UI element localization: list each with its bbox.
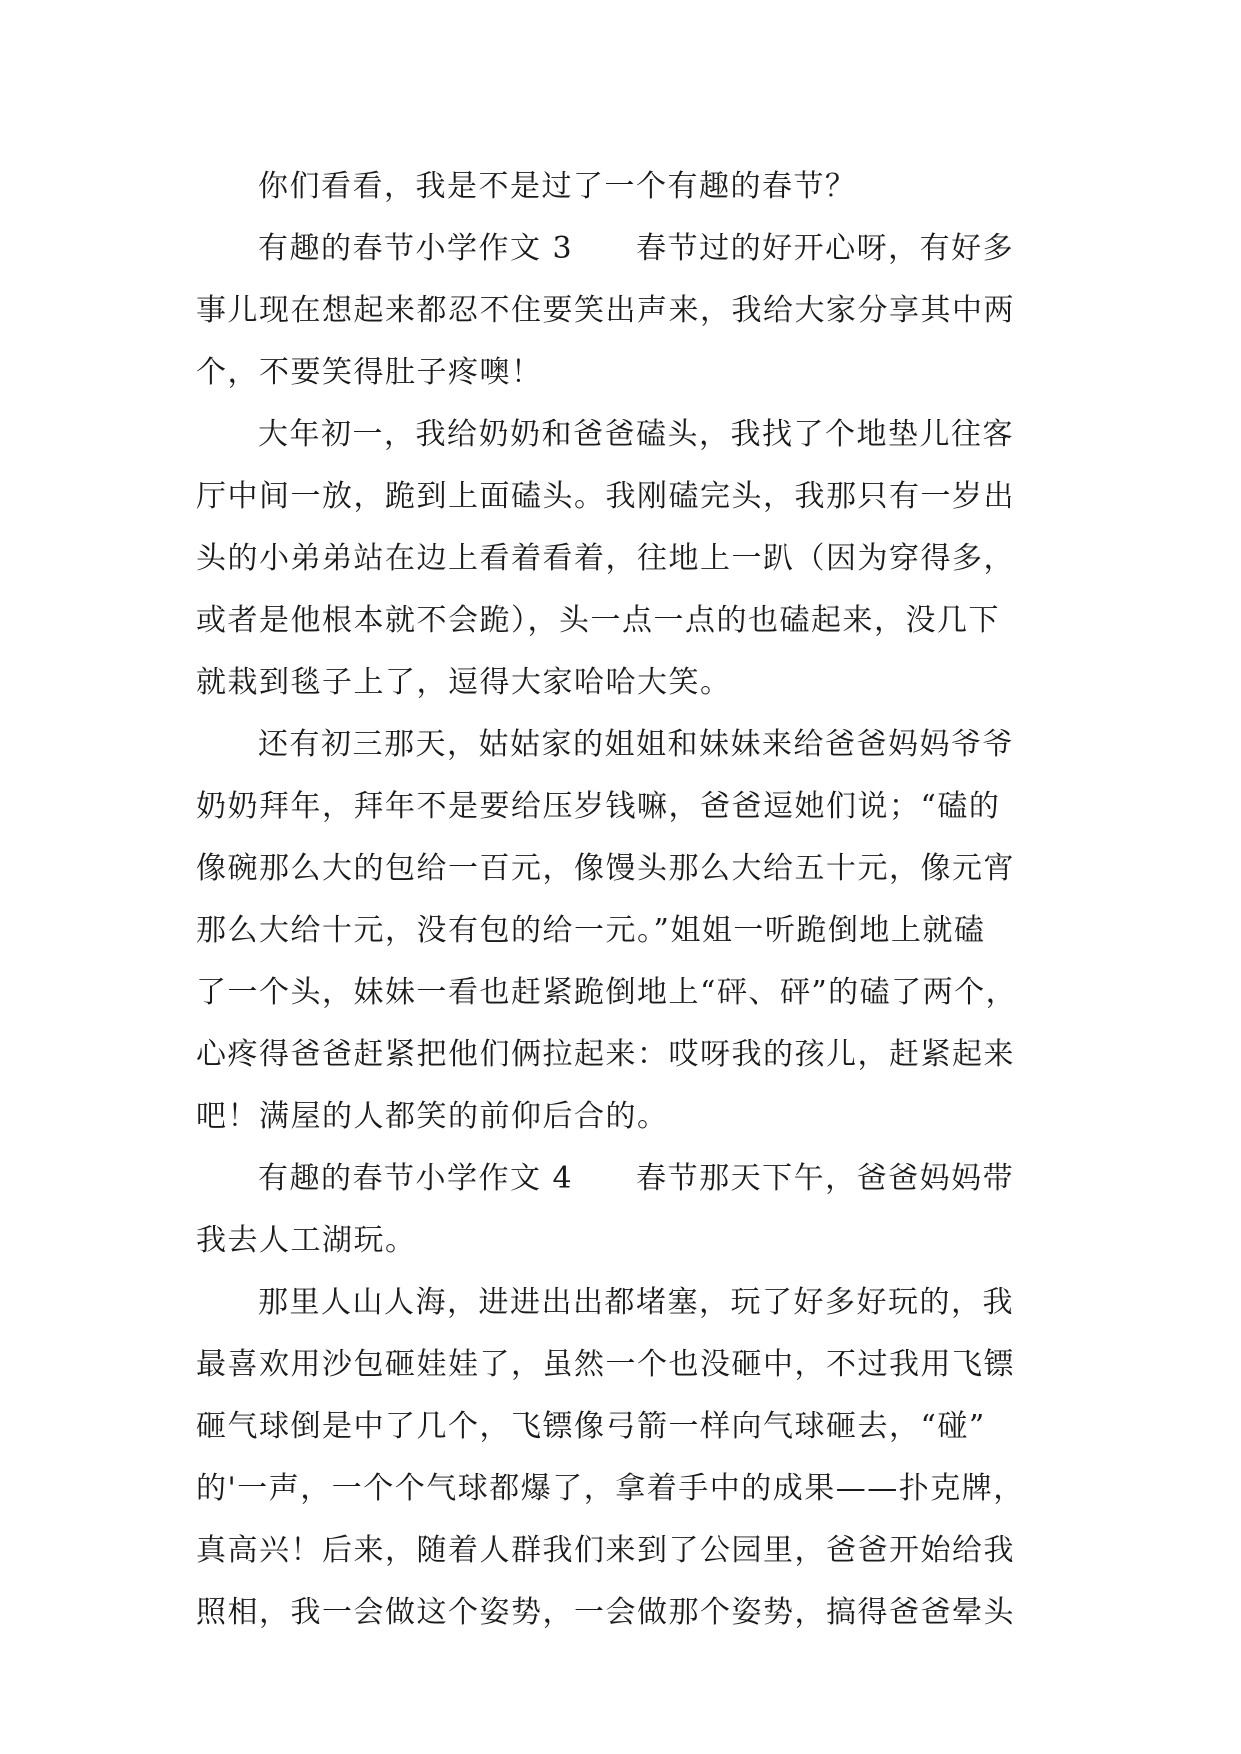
text-line: 你们看看，我是不是过了一个有趣的春节？ <box>258 169 857 204</box>
text-line: 或者是他根本就不会跪），头一点一点的也磕起来，没几下 <box>196 603 1000 638</box>
text-line: 砸气球倒是中了几个，飞镖像弓箭一样向气球砸去，“碰” <box>196 1409 986 1444</box>
text-line: 那么大给十元，没有包的给一元。”姐姐一听跪倒地上就磕 <box>196 913 986 948</box>
text-line: 头的小弟弟站在边上看着看着，往地上一趴（因为穿得多， <box>196 541 1015 576</box>
essay-body <box>196 156 1076 1644</box>
text-line: 事儿现在想起来都忍不住要笑出声来，我给大家分享其中两 <box>196 293 1015 328</box>
text-line: 大年初一，我给奶奶和爸爸磕头，我找了个地垫儿往客 <box>258 417 1014 452</box>
text-line: 还有初三那天，姑姑家的姐姐和妹妹来给爸爸妈妈爷爷 <box>258 727 1014 762</box>
text-line: 最喜欢用沙包砸娃娃了，虽然一个也没砸中，不过我用飞镖 <box>196 1347 1015 1382</box>
text-line: 心疼得爸爸赶紧把他们俩拉起来：哎呀我的孩儿，赶紧起来 <box>196 1037 1015 1072</box>
text-line: 厅中间一放，跪到上面磕头。我刚磕完头，我那只有一岁出 <box>196 479 1015 514</box>
section-heading-line: 有趣的春节小学作文 4 春节那天下午，爸爸妈妈带 <box>258 1161 1015 1196</box>
text-line: 奶奶拜年，拜年不是要给压岁钱嘛，爸爸逗她们说；“磕的 <box>196 789 1001 824</box>
text-line: 那里人山人海，进进出出都堵塞，玩了好多好玩的，我 <box>258 1285 1014 1320</box>
text-line: 的'一声，一个个气球都爆了，拿着手中的成果——扑克牌， <box>196 1471 1025 1506</box>
section-heading-line: 有趣的春节小学作文 3 春节过的好开心呀，有好多 <box>258 231 1015 266</box>
text-line: 吧！满屋的人都笑的前仰后合的。 <box>196 1099 669 1134</box>
text-line: 真高兴！后来，随着人群我们来到了公园里，爸爸开始给我 <box>196 1533 1015 1568</box>
text-line: 就栽到毯子上了，逗得大家哈哈大笑。 <box>196 665 732 700</box>
text-line: 照相，我一会做这个姿势，一会做那个姿势，搞得爸爸晕头 <box>196 1595 1015 1630</box>
text-line: 我去人工湖玩。 <box>196 1223 417 1258</box>
text-line: 像碗那么大的包给一百元，像馒头那么大给五十元，像元宵 <box>196 851 1015 886</box>
text-line: 了一个头，妹妹一看也赶紧跪倒地上“砰、砰”的磕了两个， <box>196 975 1018 1010</box>
text-line: 个，不要笑得肚子疼噢！ <box>196 355 543 390</box>
